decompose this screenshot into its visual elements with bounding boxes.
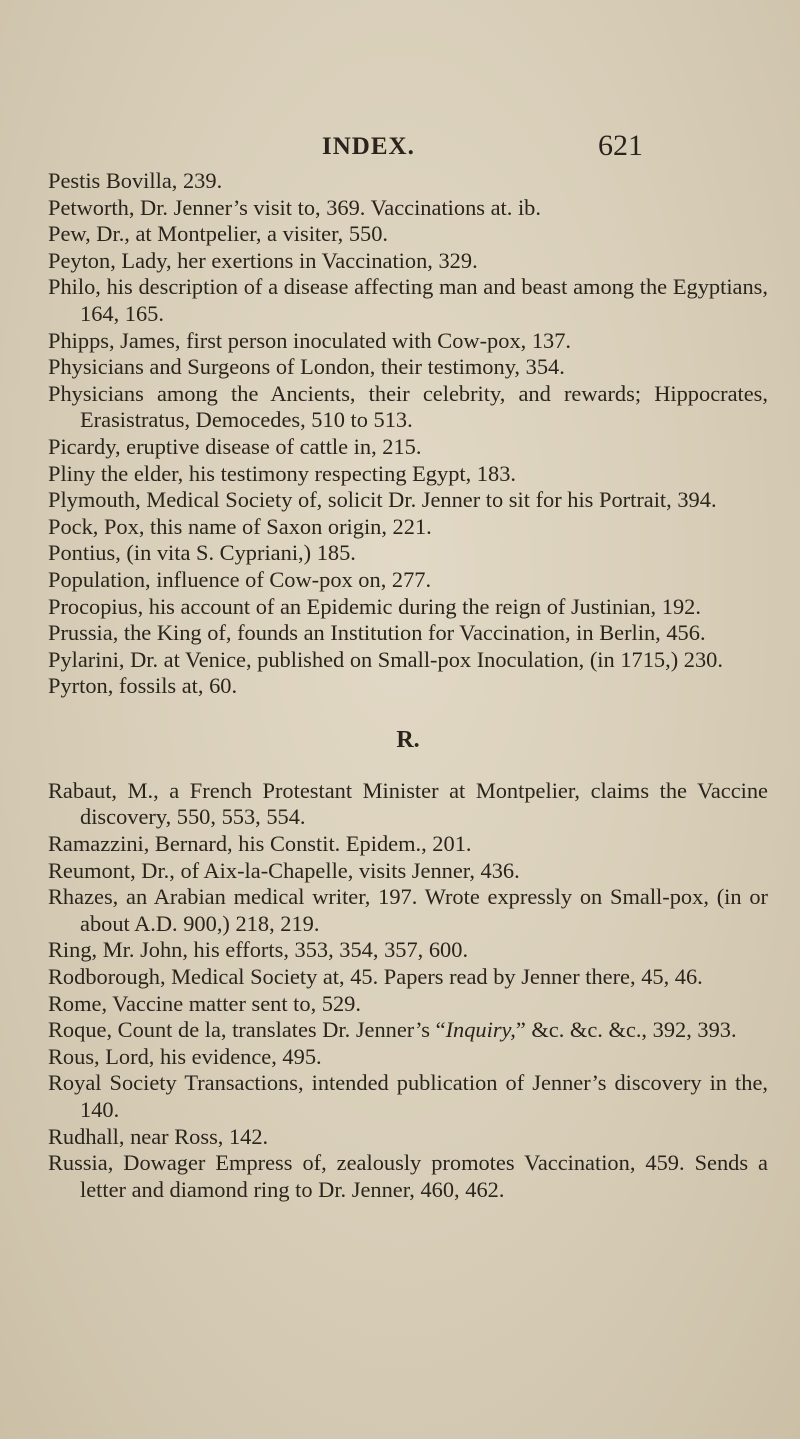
index-entry-rudhall: Rudhall, near Ross, 142. (48, 1123, 269, 1149)
index-entry-rome: Rome, Vaccine matter sent to, 529. (48, 990, 361, 1016)
page-number: 621 (598, 129, 643, 162)
running-head: INDEX. (322, 133, 415, 160)
index-entry-pliny: Pliny the elder, his testimony respecting Egypt, 183. (48, 460, 516, 486)
index-entry-philo: Philo, his description of a disease affecting man and beast among the Egyptians, 164, 165. (48, 274, 768, 326)
index-entry-russia: Russia, Dowager Empress of, zealously promotes Vaccination, 459. Sends a letter and diamond ring to Dr. Jenner, 460, 462. (48, 1150, 768, 1202)
roque-book-title: Inquiry, (445, 1017, 516, 1043)
index-entry-ring: Ring, Mr. John, his efforts, 353, 354, 357, 600. (48, 937, 469, 963)
index-entry-phipps: Phipps, James, first person inoculated with Cow-pox, 137. (48, 327, 572, 353)
index-entry-roque (48, 1017, 768, 1044)
index-entry-plymouth: Plymouth, Medical Society of, solicit Dr. Jenner to sit for his Portrait, 394. (48, 487, 717, 513)
index-entry-rodborough: Rodborough, Medical Society at, 45. Papers read by Jenner there, 45, 46. (48, 964, 703, 990)
index-entry-pylarini: Pylarini, Dr. at Venice, published on Small-pox Inoculation, (in 1715,) 230. (48, 646, 723, 672)
index-entry-pock: Pock, Pox, this name of Saxon origin, 221. (48, 513, 432, 539)
index-entry-rous: Rous, Lord, his evidence, 495. (48, 1043, 322, 1069)
index-entry-ramazzini: Ramazzini, Bernard, his Constit. Epidem., 201. (48, 831, 472, 857)
index-entry-picardy: Picardy, eruptive disease of cattle in, 215. (48, 433, 422, 459)
index-entry-procopius: Procopius, his account of an Epidemic during the reign of Justinian, 192. (48, 593, 701, 619)
roque-text-after: ” &c. &c. &c., 392, 393. (515, 1017, 737, 1043)
index-entry-pestis: Pestis Bovilla, 239. (48, 168, 223, 193)
index-entry-pyrton: Pyrton, fossils at, 60. (48, 673, 238, 699)
index-entry-rabaut: Rabaut, M., a French Protestant Minister at Montpelier, claims the Vaccine discovery, 550, 553, 554. (48, 777, 768, 830)
page-header (0, 129, 800, 173)
index-entry-peyton: Peyton, Lady, her exertions in Vaccination, 329. (48, 247, 478, 273)
index-entry-physicians-ancients: Physicians among the Ancients, their celebrity, and rewards; Hippocrates, Erasistratus, Democedes, 510 to 513. (48, 380, 768, 433)
index-entry-rhazes: Rhazes, an Arabian medical writer, 197. Wrote expressly on Small-pox, (in or about A.D. 900,) 218, 219. (48, 884, 768, 936)
index-entry-reumont: Reumont, Dr., of Aix-la-Chapelle, visits Jenner, 436. (48, 857, 520, 883)
index-entry-royal-society: Royal Society Transactions, intended publication of Jenner’s discovery in the, 140. (48, 1070, 768, 1122)
roque-text-before: Roque, Count de la, translates Dr. Jenner’s “ (48, 1017, 446, 1043)
index-entry-population: Population, influence of Cow-pox on, 277. (48, 566, 432, 592)
index-entry-pew: Pew, Dr., at Montpelier, a visiter, 550. (48, 221, 389, 247)
index-entry-petworth: Petworth, Dr. Jenner’s visit to, 369. Vaccinations at. ib. (48, 194, 541, 220)
index-entry-prussia: Prussia, the King of, founds an Institution for Vaccination, in Berlin, 456. (48, 620, 706, 646)
index-entry-physicians-london: Physicians and Surgeons of London, their testimony, 354. (48, 354, 565, 380)
index-entries (48, 168, 768, 1203)
index-entry-pontius: Pontius, (in vita S. Cypriani,) 185. (48, 540, 356, 566)
section-heading-r: R. (396, 726, 420, 753)
